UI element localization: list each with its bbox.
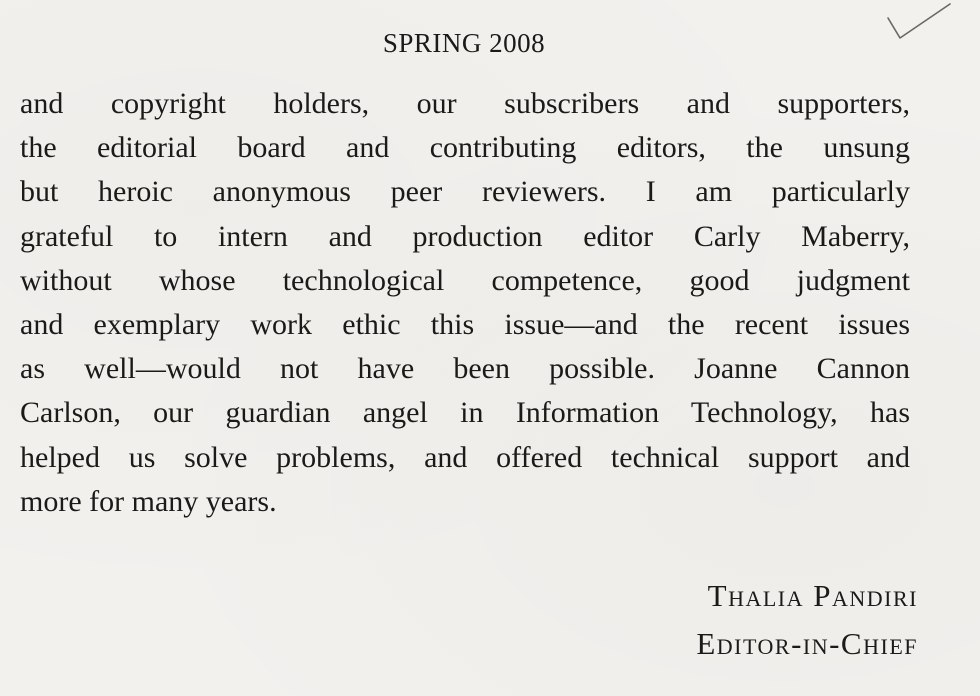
text-line: Carlson, our guardian angel in Information Technology, has: [20, 396, 910, 430]
text-line: without whose technological competence, good judgment: [20, 263, 910, 297]
text-line: the editorial board and contributing editors, the unsung: [20, 131, 910, 165]
signature-name: Thalia Pandiri: [707, 578, 918, 613]
text-line: helped us solve problems, and offered technical support and: [20, 440, 910, 474]
text-line: more for many years.: [20, 484, 277, 518]
signature-block: [696, 572, 918, 668]
running-head: SPRING 2008: [382, 28, 546, 58]
text-line: but heroic anonymous peer reviewers. I am particularly: [20, 175, 910, 209]
text-line: as well—would not have been possible. Joanne Cannon: [20, 352, 910, 386]
signature-title: Editor-in-Chief: [696, 626, 918, 661]
text-line: and exemplary work ethic this issue—and the recent issues: [20, 307, 910, 341]
text-line: and copyright holders, our subscribers and supporters,: [20, 87, 910, 120]
text-line: grateful to intern and production editor Carly Maberry,: [20, 219, 910, 253]
checkmark-icon: [880, 0, 960, 50]
body-paragraph: [20, 82, 910, 524]
